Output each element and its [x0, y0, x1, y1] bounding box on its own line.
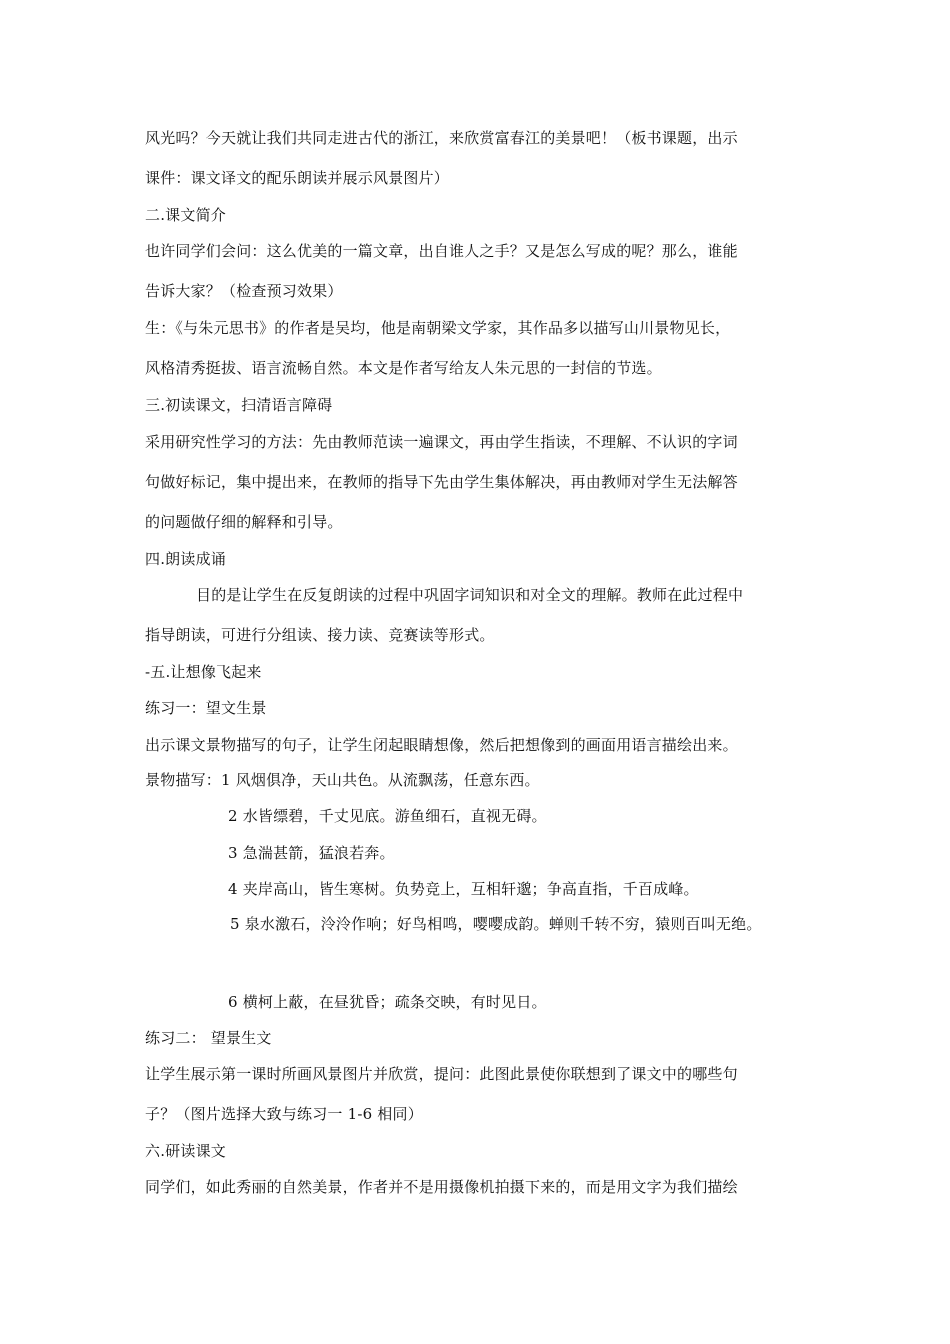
paragraph-line: 采用研究性学习的方法：先由教师范读一遍课文，再由学生指读，不理解、不认识的字词 — [145, 433, 738, 451]
scenery-item-6: 6 横柯上蔽，在昼犹昏；疏条交映，有时见日。 — [228, 993, 547, 1011]
paragraph-line: 出示课文景物描写的句子，让学生闭起眼睛想像，然后把想像到的画面用语言描绘出来。 — [145, 736, 738, 754]
paragraph-line: 风格清秀挺拔、语言流畅自然。本文是作者写给友人朱元思的一封信的节选。 — [145, 359, 662, 377]
section-heading-5: -五.让想像飞起来 — [145, 663, 262, 681]
paragraph-line: 句做好标记，集中提出来，在教师的指导下先由学生集体解决，再由教师对学生无法解答 — [145, 473, 738, 491]
paragraph-line: 子？（图片选择大致与练习一 1-6 相同） — [145, 1105, 423, 1123]
scenery-item-3: 3 急湍甚箭，猛浪若奔。 — [228, 844, 395, 862]
paragraph-line: 目的是让学生在反复朗读的过程中巩固字词知识和对全文的理解。教师在此过程中 — [196, 586, 744, 604]
section-heading-3: 三.初读课文，扫清语言障碍 — [145, 396, 333, 414]
scenery-item-2: 2 水皆缥碧，千丈见底。游鱼细石，直视无碍。 — [228, 807, 547, 825]
scenery-item-1: 景物描写：1 风烟俱净，天山共色。从流飘荡，任意东西。 — [145, 771, 540, 789]
paragraph-line: 课件：课文译文的配乐朗读并展示风景图片） — [145, 169, 450, 187]
paragraph-line: 同学们，如此秀丽的自然美景，作者并不是用摄像机拍摄下来的，而是用文字为我们描绘 — [145, 1178, 738, 1196]
section-heading-4: 四.朗读成诵 — [145, 550, 226, 568]
exercise-heading-1: 练习一：望文生景 — [145, 699, 267, 717]
paragraph-line: 告诉大家？（检查预习效果） — [145, 282, 343, 300]
paragraph-line: 让学生展示第一课时所画风景图片并欣赏，提问：此图此景使你联想到了课文中的哪些句 — [145, 1065, 738, 1083]
scenery-item-5: 5 泉水激石，泠泠作响；好鸟相鸣，嘤嘤成韵。蝉则千转不穷，猿则百叫无绝。 — [230, 915, 762, 933]
paragraph-line: 生：《与朱元思书》的作者是吴均，他是南朝梁文学家，其作品多以描写山川景物见长， — [145, 319, 731, 337]
section-heading-2: 二.课文简介 — [145, 206, 226, 224]
exercise-heading-2: 练习二： 望景生文 — [145, 1029, 272, 1047]
paragraph-line: 的问题做仔细的解释和引导。 — [145, 513, 343, 531]
section-heading-6: 六.研读课文 — [145, 1142, 226, 1160]
scenery-item-4: 4 夹岸高山，皆生寒树。负势竞上，互相轩邈；争高直指，千百成峰。 — [228, 880, 699, 898]
paragraph-line: 也许同学们会问：这么优美的一篇文章，出自谁人之手？又是怎么写成的呢？那么，谁能 — [145, 242, 738, 260]
paragraph-line: 指导朗读，可进行分组读、接力读、竞赛读等形式。 — [145, 626, 495, 644]
paragraph-line: 风光吗？今天就让我们共同走进古代的浙江，来欣赏富春江的美景吧！（板书课题，出示 — [145, 129, 738, 147]
